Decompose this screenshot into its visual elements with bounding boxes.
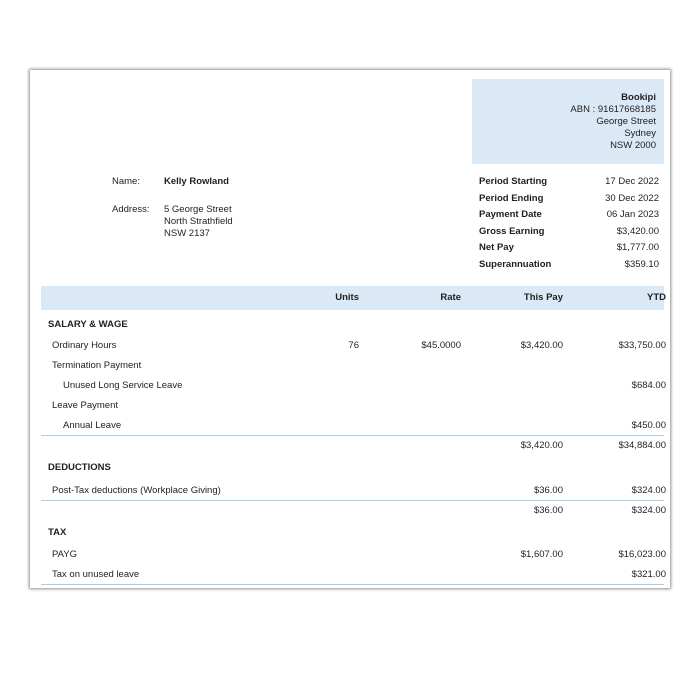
row-this-pay: $36.00 xyxy=(533,485,563,496)
table-row xyxy=(41,339,664,353)
company-state-postcode: NSW 2000 xyxy=(610,140,656,151)
section-heading-tax xyxy=(41,526,664,540)
row-rate: $45.0000 xyxy=(421,340,461,351)
header-rate: Rate xyxy=(440,292,461,303)
row-this-pay: $1,607.00 xyxy=(520,549,563,560)
section-title: SALARY & WAGE xyxy=(48,319,128,330)
period-row xyxy=(479,174,659,191)
subtotal-ytd: $324.00 xyxy=(631,505,666,516)
company-info-box xyxy=(472,79,664,164)
row-label: Post-Tax deductions (Workplace Giving) xyxy=(52,485,221,496)
address-label: Address: xyxy=(112,204,150,215)
table-row xyxy=(41,379,664,393)
row-label: Tax on unused leave xyxy=(52,569,140,580)
row-units: 76 xyxy=(348,340,359,351)
row-ytd: $16,023.00 xyxy=(618,549,666,560)
period-value: $1,777.00 xyxy=(616,242,659,254)
period-value: $359.10 xyxy=(624,258,659,270)
period-label: Period Starting xyxy=(479,176,548,187)
period-row xyxy=(479,207,659,224)
row-label: Ordinary Hours xyxy=(52,340,117,351)
period-value: $3,420.00 xyxy=(616,225,659,237)
subtotal-this-pay: $36.00 xyxy=(533,505,563,516)
company-city: Sydney xyxy=(624,128,656,139)
name-label: Name: xyxy=(112,176,140,187)
period-value: 30 Dec 2022 xyxy=(605,192,659,204)
section-title: TAX xyxy=(48,527,67,538)
row-ytd: $450.00 xyxy=(631,420,666,431)
period-value: 06 Jan 2023 xyxy=(606,209,659,221)
table-row xyxy=(41,419,664,433)
table-row xyxy=(41,568,664,582)
row-ytd: $33,750.00 xyxy=(618,340,666,351)
period-row xyxy=(479,240,659,257)
period-row xyxy=(479,224,659,241)
header-units: Units xyxy=(335,292,359,303)
row-label: PAYG xyxy=(52,549,77,560)
employee-values xyxy=(164,176,364,240)
subtotal-row xyxy=(41,439,664,453)
pay-period-summary xyxy=(479,174,659,274)
section-heading-deductions xyxy=(41,461,664,475)
table-row xyxy=(41,399,664,413)
company-street: George Street xyxy=(596,116,656,127)
divider xyxy=(41,500,664,501)
row-ytd: $324.00 xyxy=(631,485,666,496)
divider xyxy=(41,435,664,436)
row-ytd: $684.00 xyxy=(631,380,666,391)
row-label: Termination Payment xyxy=(52,360,142,371)
header-this-pay: This Pay xyxy=(523,292,563,303)
employee-name: Kelly Rowland xyxy=(164,176,229,187)
subtotal-this-pay: $3,420.00 xyxy=(520,440,563,451)
period-label: Superannuation xyxy=(479,258,552,270)
period-row xyxy=(479,257,659,274)
table-row xyxy=(41,548,664,562)
address-line-1: 5 George Street xyxy=(164,204,232,215)
row-label: Leave Payment xyxy=(52,400,119,411)
row-ytd: $321.00 xyxy=(631,569,666,580)
table-header xyxy=(41,286,664,310)
row-this-pay: $3,420.00 xyxy=(520,340,563,351)
employee-labels xyxy=(112,176,172,216)
table-row xyxy=(41,359,664,373)
period-label: Net Pay xyxy=(479,242,514,254)
subtotal-row xyxy=(41,504,664,518)
row-label: Annual Leave xyxy=(63,420,122,431)
company-name: Bookipi xyxy=(621,92,656,103)
period-label: Payment Date xyxy=(479,209,542,221)
section-heading-salary xyxy=(41,318,664,332)
period-row xyxy=(479,191,659,208)
company-abn: ABN : 91617668185 xyxy=(570,104,656,115)
divider xyxy=(41,584,664,585)
period-value: 17 Dec 2022 xyxy=(605,176,659,187)
table-row xyxy=(41,484,664,498)
period-label: Gross Earning xyxy=(479,225,545,237)
section-title: DEDUCTIONS xyxy=(48,462,111,473)
header-ytd: YTD xyxy=(647,292,666,303)
period-label: Period Ending xyxy=(479,192,544,204)
row-label: Unused Long Service Leave xyxy=(63,380,183,391)
address-line-3: NSW 2137 xyxy=(164,228,210,239)
payslip-sheet xyxy=(30,70,670,588)
address-line-2: North Strathfield xyxy=(164,216,233,227)
subtotal-ytd: $34,884.00 xyxy=(618,440,666,451)
